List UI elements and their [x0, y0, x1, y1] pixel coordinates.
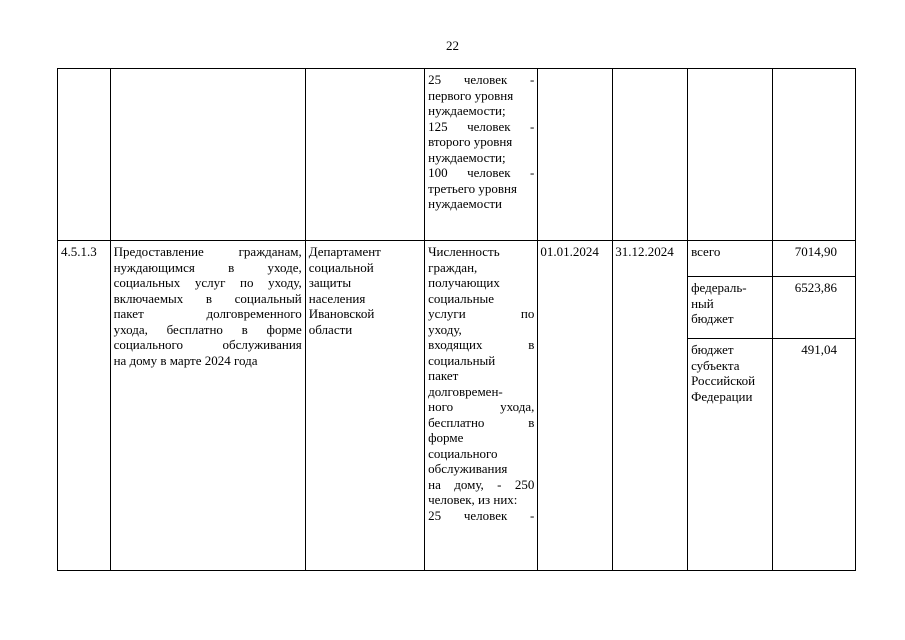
- name-line: включаемых в социальный: [113, 290, 302, 306]
- name-line: Предоставление гражданам,: [113, 244, 302, 259]
- cell-source-regional: [688, 339, 773, 571]
- name-line: ухода, бесплатно в форме: [113, 321, 302, 337]
- indicator-line: социальный: [428, 352, 496, 368]
- cell-source-total: [688, 241, 773, 277]
- name-line: социального обслуживания: [113, 337, 302, 352]
- indicator-line: социальные: [428, 290, 495, 306]
- indicator-line: пакет: [428, 368, 459, 383]
- table-row-continuation: [58, 69, 856, 241]
- cell-end-date: 31.12.2024: [613, 241, 688, 571]
- indicator-line: входящих в: [428, 337, 535, 352]
- cell-indicator-continued: [425, 69, 538, 241]
- cell-name-empty: [110, 69, 305, 241]
- indicator-line: получающих: [428, 275, 500, 290]
- department-line: защиты: [308, 275, 352, 290]
- name-line: нуждающимся в уходе,: [113, 259, 302, 275]
- cell-amount-regional: 491,04: [773, 339, 856, 571]
- cell-code: 4.5.1.3: [58, 241, 111, 571]
- department-line: населения: [308, 290, 366, 306]
- indicator-line: форме: [428, 430, 464, 445]
- cell-source-federal: [688, 277, 773, 339]
- cell-indicator: [425, 241, 538, 571]
- source-line: Российской: [691, 373, 756, 388]
- cell-end-empty: [613, 69, 688, 241]
- indicator-line: второго уровня: [428, 134, 513, 149]
- indicator-line: 25 человек -: [428, 72, 535, 87]
- indicator-line: 125 человек -: [428, 118, 535, 134]
- indicator-line: нуждаемости;: [428, 149, 506, 165]
- name-line: социальных услуг по уходу,: [113, 275, 302, 290]
- name-line: на дому в марте 2024 года: [113, 352, 258, 368]
- indicator-line: нуждаемости;: [428, 103, 506, 118]
- source-line: Федерации: [691, 388, 753, 404]
- department-line: Ивановской: [308, 306, 375, 321]
- source-line: бюджет: [691, 311, 734, 326]
- indicator-line: первого уровня: [428, 87, 514, 103]
- indicator-line: на дому, - 250: [428, 476, 535, 492]
- indicator-line: нуждаемости: [428, 196, 502, 211]
- department-line: Департамент: [308, 244, 381, 259]
- indicator-line: 100 человек -: [428, 165, 535, 180]
- source-line: ный: [691, 295, 714, 311]
- indicator-line: обслуживания: [428, 461, 508, 476]
- indicator-line: третьего уровня: [428, 180, 517, 196]
- source-line: федераль-: [691, 280, 747, 295]
- indicator-line: долговремен-: [428, 383, 503, 399]
- indicator-line: социального: [428, 445, 498, 461]
- source-line: всего: [691, 244, 721, 259]
- indicator-line: 25 человек -: [428, 507, 535, 523]
- cell-amount-empty: [773, 69, 856, 241]
- department-line: области: [308, 321, 353, 337]
- department-line: социальной: [308, 259, 374, 275]
- source-line: бюджет: [691, 342, 734, 357]
- cell-department: [305, 241, 424, 571]
- cell-code-empty: [58, 69, 111, 241]
- cell-start-empty: [538, 69, 613, 241]
- program-table: [57, 68, 856, 571]
- indicator-line: граждан,: [428, 259, 478, 275]
- name-line: пакет долговременного: [113, 306, 302, 321]
- cell-department-empty: [305, 69, 424, 241]
- cell-name: [110, 241, 305, 571]
- indicator-line: ного ухода,: [428, 399, 535, 414]
- indicator-line: бесплатно в: [428, 414, 535, 430]
- cell-source-empty: [688, 69, 773, 241]
- indicator-line: услуги по: [428, 306, 535, 321]
- indicator-line: уходу,: [428, 321, 462, 337]
- source-line: субъекта: [691, 357, 740, 373]
- indicator-line: человек, из них:: [428, 492, 518, 507]
- cell-amount-federal: 6523,86: [773, 277, 856, 339]
- page-number: 22: [446, 38, 459, 53]
- cell-start-date: 01.01.2024: [538, 241, 613, 571]
- cell-amount-total: 7014,90: [773, 241, 856, 277]
- table-row-entry: [58, 241, 856, 277]
- indicator-line: Численность: [428, 244, 500, 259]
